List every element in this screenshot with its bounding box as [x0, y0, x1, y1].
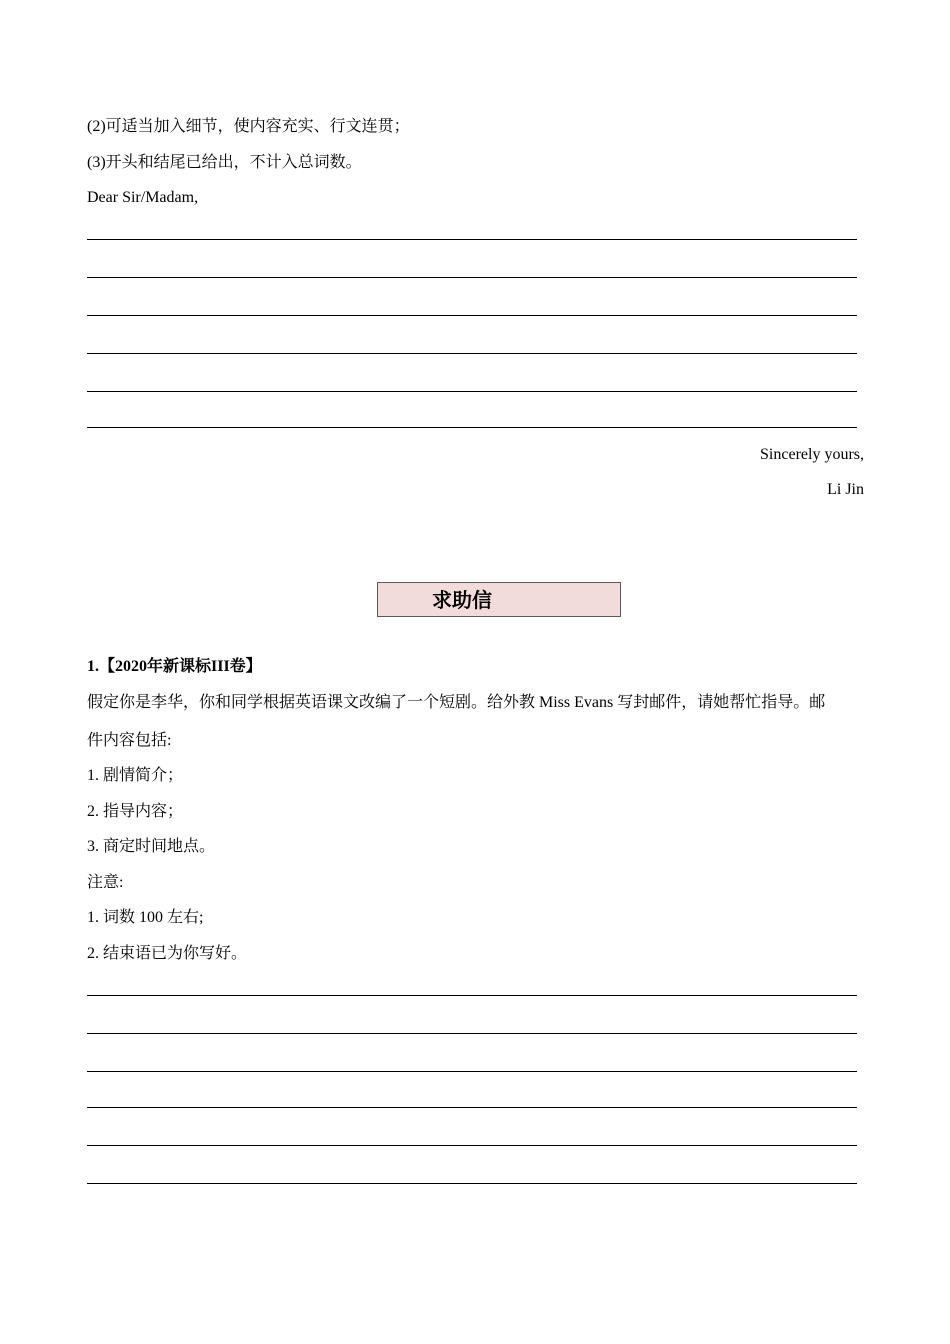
content-point: 3. 商定时间地点。	[87, 838, 216, 855]
requirement-2: (2)可适当加入细节，使内容充实、行文连贯；	[87, 118, 410, 135]
question-number-source: 1.【2020年新课标III卷】	[87, 658, 262, 675]
section-heading-box	[377, 582, 621, 617]
writing-line[interactable]	[87, 315, 857, 316]
writing-line[interactable]	[87, 995, 857, 996]
note-item: 1. 词数 100 左右;	[87, 909, 204, 926]
writing-line[interactable]	[87, 1145, 857, 1146]
section-heading: 求助信	[432, 588, 492, 612]
question-prompt-line-2: 件内容包括:	[87, 732, 172, 749]
content-point: 1. 剧情简介；	[87, 767, 184, 784]
question-prompt-line-1: 假定你是李华，你和同学根据英语课文改编了一个短剧。给外教 Miss Evans 写封邮件，请她帮忙指导。邮	[87, 694, 826, 711]
writing-line[interactable]	[87, 427, 857, 428]
note-item: 2. 结束语已为你写好。	[87, 945, 248, 962]
letter-closing: Sincerely yours,	[760, 446, 864, 463]
content-point: 2. 指导内容；	[87, 803, 184, 820]
writing-line[interactable]	[87, 391, 857, 392]
writing-line[interactable]	[87, 1071, 857, 1072]
writing-line[interactable]	[87, 239, 857, 240]
requirement-3: (3)开头和结尾已给出，不计入总词数。	[87, 154, 362, 171]
letter-signature: Li Jin	[827, 481, 864, 498]
writing-line[interactable]	[87, 1183, 857, 1184]
letter-greeting: Dear Sir/Madam,	[87, 189, 199, 206]
writing-line[interactable]	[87, 1107, 857, 1108]
notes-label: 注意:	[87, 874, 124, 891]
writing-line[interactable]	[87, 277, 857, 278]
writing-line[interactable]	[87, 353, 857, 354]
writing-line[interactable]	[87, 1033, 857, 1034]
